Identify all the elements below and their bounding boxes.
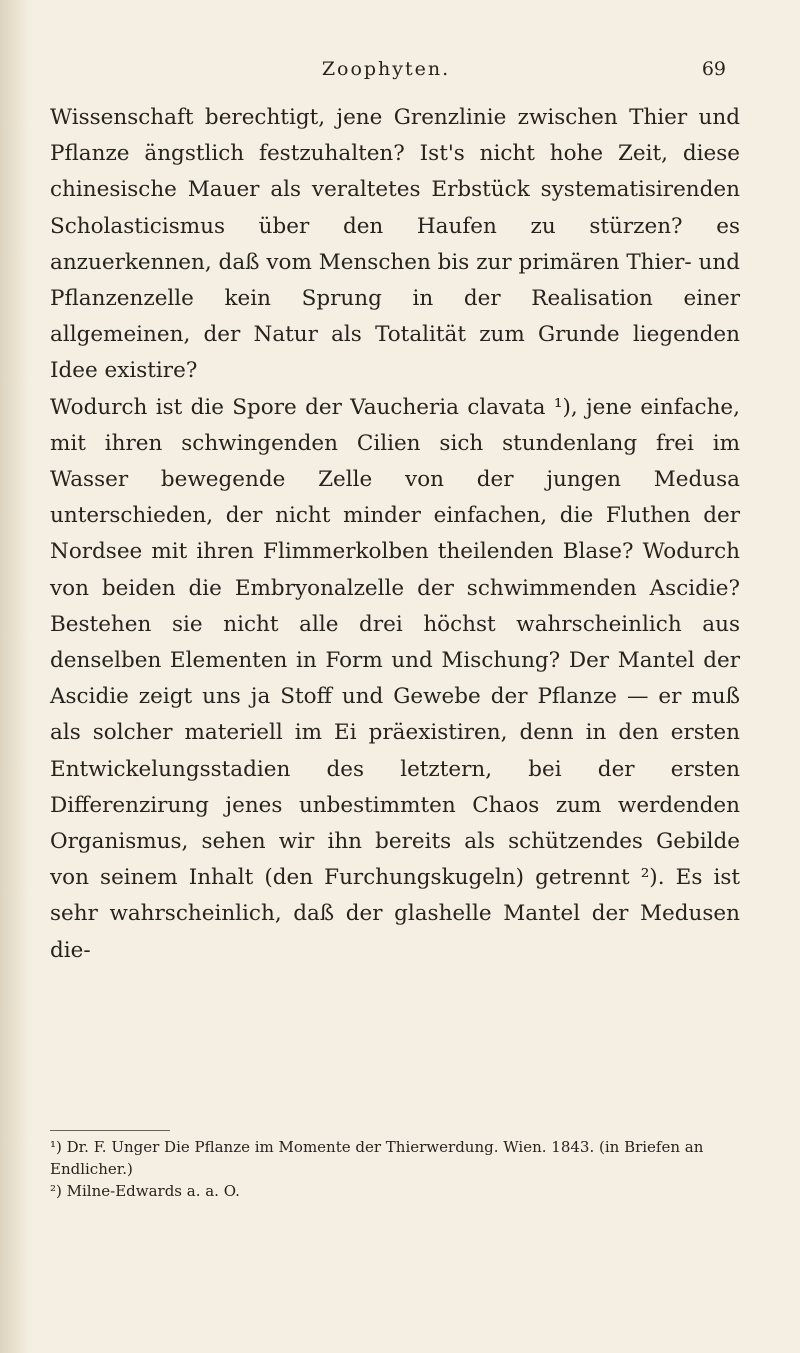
paragraph: Wodurch ist die Spore der Vaucheria clavata ¹), jene einfache, mit ihren schwingenden Cilien sich stundenlang frei im Wasser bewegende Zelle von der jungen Medusa unterschieden, der nicht minder einfachen, die Fluthen der Nordsee mit ihren Flimmerkolben theilenden Blase? Wodurch von beiden die Embryonalzelle der schwimmenden Ascidie? Bestehen sie nicht alle drei höchst wahrscheinlich aus denselben Elementen in Form und Mischung? Der Mantel der Ascidie zeigt uns ja Stoff und Gewebe der Pflanze — er muß als solcher materiell im Ei präexistiren, denn in den ersten Entwickelungsstadien des letztern, bei der ersten Differenzirung jenes unbestimmten Chaos zum werdenden Organismus, sehen wir ihn bereits als schützendes Gebilde von seinem Inhalt (den Furchungskugeln) getrennt ²). Es ist sehr wahrscheinlich, daß der glashelle Mantel der Medusen die-: [50, 394, 740, 963]
paragraph: Wissenschaft berechtigt, jene Grenzlinie zwischen Thier und Pflanze ängstlich festzuhalten? Ist's nicht hohe Zeit, diese chinesische Mauer als veraltetes Erbstück systematisirenden Scholasticismus über den Haufen zu stürzen? es anzuerkennen, daß vom Menschen bis zur primären Thier- und Pflanzenzelle kein Sprung in der Realisation einer allgemeinen, der Natur als Totalität zum Grunde liegenden Idee existire?: [50, 105, 740, 384]
footnote-divider: [50, 1130, 170, 1131]
running-title: Zoophyten.: [321, 58, 451, 80]
body-text: [50, 100, 740, 969]
footnotes: [50, 1136, 740, 1202]
page-gutter-shadow: [0, 0, 30, 1353]
page-number: 69: [701, 58, 726, 80]
footnote: ²) Milne-Edwards a. a. O.: [50, 1182, 240, 1200]
footnote: ¹) Dr. F. Unger Die Pflanze im Momente der Thierwerdung. Wien. 1843. (in Briefen an Endlicher.): [50, 1138, 704, 1178]
